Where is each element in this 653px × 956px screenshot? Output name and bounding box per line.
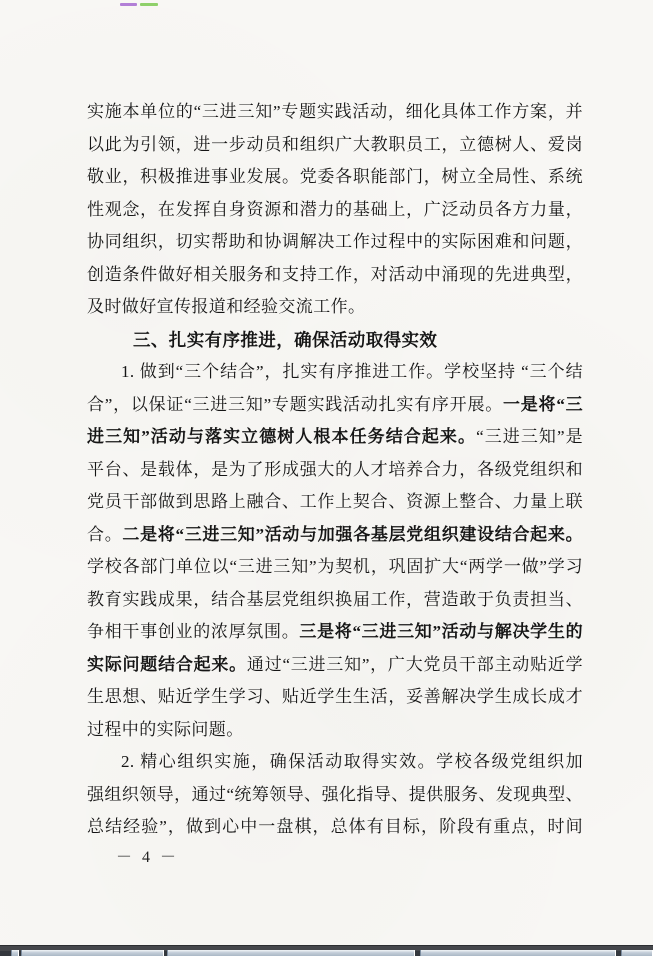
text-run: “三进三知”是 — [476, 427, 583, 446]
text-run: 敬业，积极推进事业发展。党委各职能部门，树立全局性、系统 — [87, 167, 583, 186]
text-run: 1. 做到“三个结合”，扎实有序推进工作。学校坚持 “三个结 — [121, 362, 583, 381]
text-run: 合。 — [87, 524, 123, 544]
doc-line — [87, 389, 583, 422]
text-run: 性观念，在发挥自身资源和潜力的基础上，广泛动员各方力量， — [87, 199, 583, 219]
text-run: 学校各部门单位以“三进三知”为契机，巩固扩大“两学一做”学习 — [87, 557, 583, 576]
doc-line — [87, 584, 583, 617]
scan-artifact-purple — [120, 3, 137, 6]
taskbar-window-button[interactable] — [621, 950, 653, 956]
text-run: 通过“三进三知”，广大党员干部主动贴近学 — [246, 654, 583, 674]
doc-line — [87, 356, 583, 389]
doc-line — [87, 681, 583, 714]
bold-text-run: 三是将“三进三知”活动与解决学生的 — [299, 622, 583, 641]
bold-text-run: 进三知”活动与落实立德树人根本任务结合起来。 — [87, 427, 477, 446]
doc-line — [87, 129, 583, 162]
bold-text-run: 一是将“三 — [503, 394, 583, 414]
text-run: 强组织领导，通过“统筹领导、强化指导、提供服务、发现典型、 — [87, 784, 583, 804]
doc-line — [87, 746, 583, 779]
doc-line — [87, 194, 583, 227]
text-run: 协同组织，切实帮助和协调解决工作过程中的实际困难和问题， — [87, 232, 583, 251]
text-run: 过程中的实际问题。 — [87, 719, 244, 739]
doc-line — [87, 291, 583, 324]
text-run: 及时做好宣传报道和经验交流工作。 — [87, 297, 366, 316]
doc-line — [87, 779, 583, 812]
text-run: 实施本单位的“三进三知”专题实践活动，细化具体工作方案，并 — [87, 102, 583, 121]
text-run: 总结经验”，做到心中一盘棋，总体有目标，阶段有重点，时间 — [87, 817, 583, 836]
taskbar-window-button[interactable] — [21, 950, 164, 956]
doc-line — [87, 616, 583, 649]
text-run: 教育实践成果，结合基层党组织换届工作，营造敢于负责担当、 — [87, 589, 583, 609]
section-heading — [87, 324, 583, 357]
scan-artifact-green — [140, 3, 158, 6]
taskbar-window-button[interactable] — [11, 950, 19, 956]
doc-line — [87, 649, 583, 682]
doc-line — [87, 226, 583, 259]
doc-line — [87, 259, 583, 292]
doc-line — [87, 421, 583, 454]
text-run: 2. 精心组织实施，确保活动取得实效。学校各级党组织加 — [121, 752, 583, 771]
doc-line — [87, 519, 583, 552]
text-run: 合”，以保证“三进三知”专题实践活动扎实有序开展。 — [87, 394, 503, 414]
text-run: 平台、是载体，是为了形成强大的人才培养合力，各级党组织和 — [87, 459, 583, 479]
doc-line — [87, 454, 583, 487]
page-number: － 4 － — [116, 849, 180, 866]
text-run: 创造条件做好相关服务和支持工作，对活动中涌现的先进典型， — [87, 264, 583, 284]
taskbar-window-button[interactable] — [420, 950, 616, 956]
doc-line — [87, 714, 583, 747]
bold-text-run: 实际问题结合起来。 — [87, 654, 247, 674]
doc-line — [87, 551, 583, 584]
taskbar-window-button[interactable] — [167, 950, 415, 956]
doc-line — [87, 486, 583, 519]
taskbar — [0, 945, 653, 956]
text-run: 生思想、贴近学生学习、贴近学生生活，妥善解决学生成长成才 — [87, 687, 583, 706]
document-body — [87, 96, 583, 844]
bold-text-run: 三、扎实有序推进，确保活动取得实效 — [133, 329, 438, 350]
doc-line — [87, 811, 583, 844]
doc-line — [87, 96, 583, 129]
text-run: 争相干事创业的浓厚氛围。 — [87, 622, 300, 641]
text-run: 以此为引领，进一步动员和组织广大教职员工，立德树人、爱岗 — [87, 134, 583, 154]
doc-line — [87, 161, 583, 194]
text-run: 党员干部做到思路上融合、工作上契合、资源上整合、力量上联 — [87, 492, 583, 511]
bold-text-run: 二是将“三进三知”活动与加强各基层党组织建设结合起来。 — [122, 524, 583, 544]
